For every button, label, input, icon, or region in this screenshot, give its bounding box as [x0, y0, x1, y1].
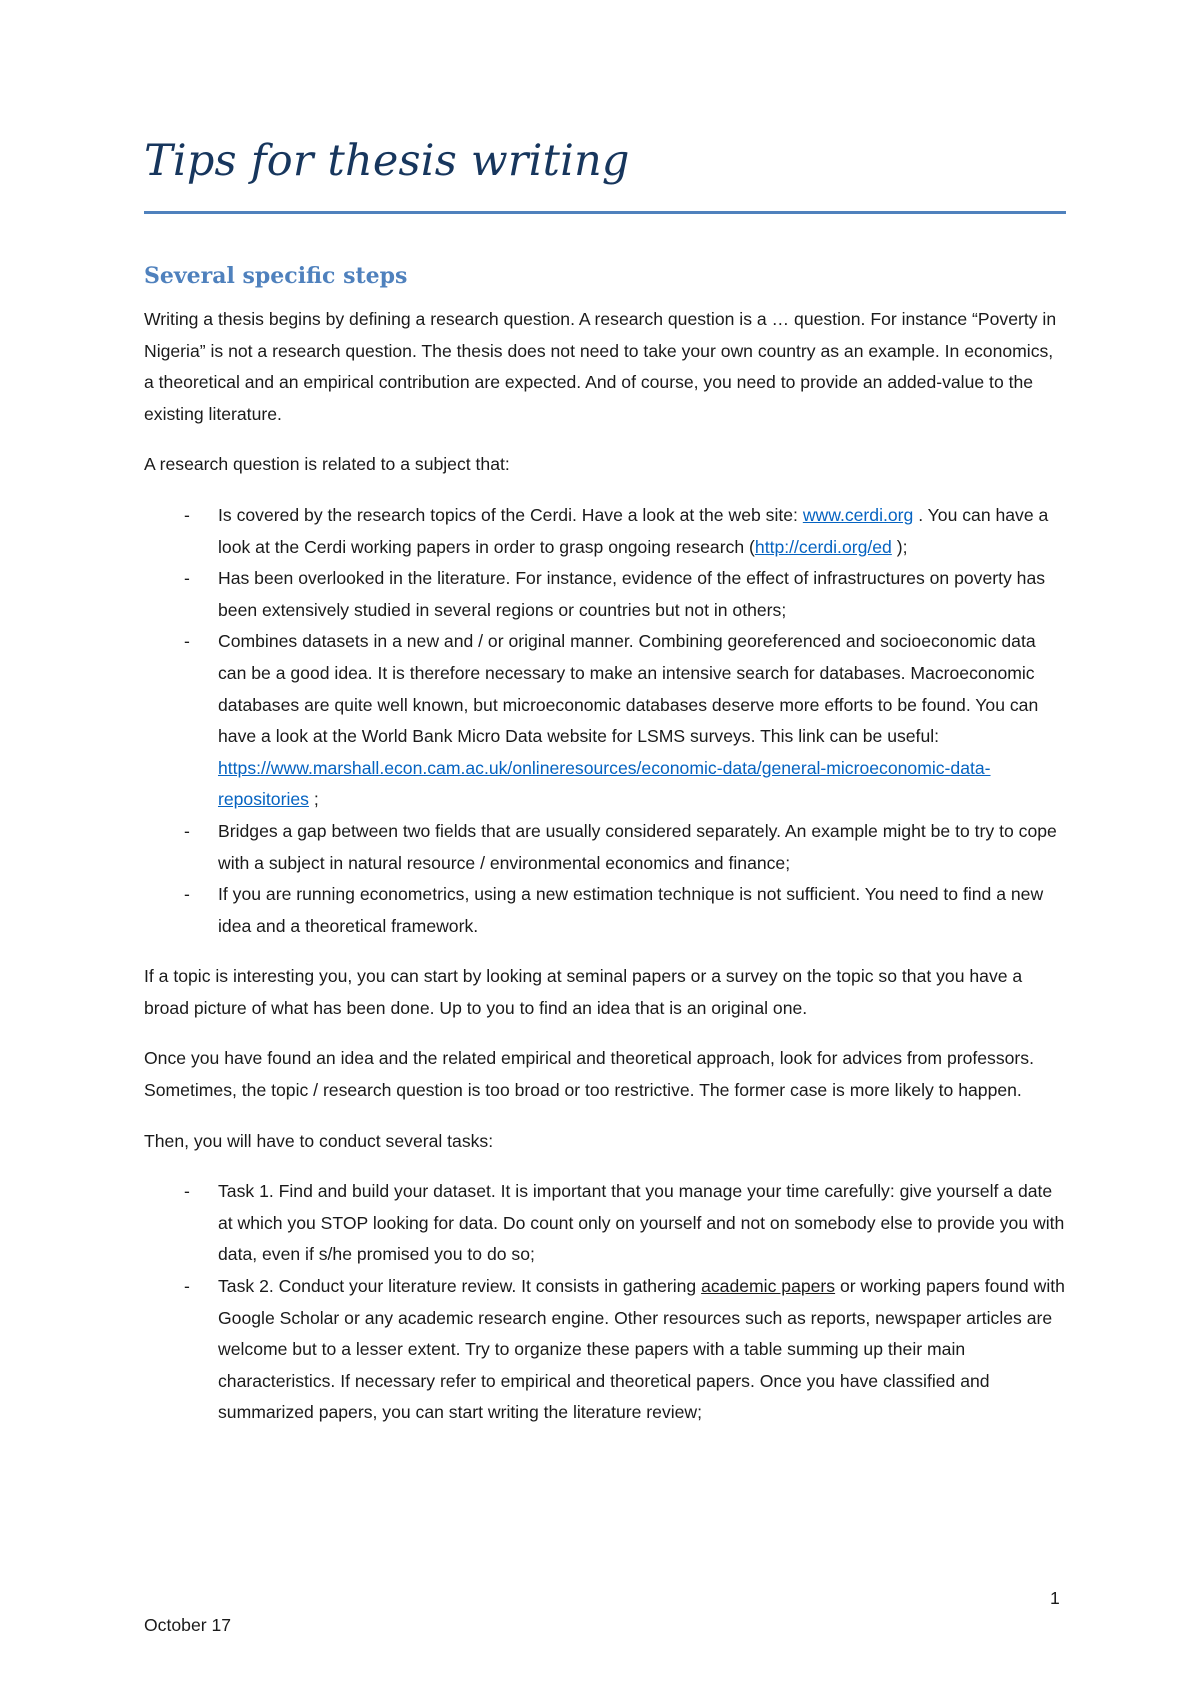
- list-dash: -: [184, 820, 190, 841]
- list-item-text: );: [891, 536, 908, 557]
- list-dash: -: [184, 631, 190, 652]
- list-dash: -: [184, 1276, 190, 1297]
- advice-paragraph: Once you have found an idea and the related empirical and theoretical approach, look for advices from professors. Sometimes, the topic / research question is too broad or too restrictive. The former case is more likely to happen.: [144, 1048, 1034, 1101]
- footer-date: October 17: [144, 1615, 232, 1635]
- list-dash: -: [184, 504, 190, 525]
- list-dash: -: [184, 1181, 190, 1202]
- list-item: [144, 626, 1066, 816]
- list-item: [144, 500, 1066, 563]
- list-item-text: Has been overlooked in the literature. For instance, evidence of the effect of infrastructures on poverty has been extensively studied in several regions or countries but not in others;: [218, 568, 1046, 620]
- list-item-text: Task 1. Find and build your dataset. It is important that you manage your time carefully: give yourself a date at which you STOP looking for data. Do count only on yourself and not on somebody else to provide you with data, even if s/he promised you to do so;: [218, 1181, 1065, 1265]
- document-title: Tips for thesis writing: [144, 136, 630, 186]
- title-underline-rule: [144, 211, 1066, 214]
- cerdi-website-link[interactable]: www.cerdi.org: [802, 504, 914, 525]
- page-number: 1: [1050, 1588, 1060, 1608]
- list-item-text: Bridges a gap between two fields that are usually considered separately. An example might be to try to cope with a subject in natural resource / environmental economics and finance;: [218, 820, 1057, 873]
- document-body: [144, 304, 1066, 1448]
- section-heading: Several specific steps: [144, 263, 408, 289]
- intro-paragraph: Writing a thesis begins by defining a research question. A research question is a … question. For instance “Poverty in Nigeria” is not a research question. The thesis does not need to take your own country as an example. In economics, a theoretical and an empirical contribution are expected. And of course, you need to provide an added-value to the existing literature.: [144, 309, 1057, 424]
- list-item-text: ;: [308, 789, 319, 810]
- list-item: [144, 1271, 1066, 1429]
- tasks-intro-paragraph: Then, you will have to conduct several tasks:: [144, 1130, 494, 1151]
- subject-list: [144, 500, 1066, 942]
- marshall-data-repositories-link[interactable]: https://www.marshall.econ.cam.ac.uk/onlineresources/economic-data/general-microeconomic-data-repositories: [218, 757, 991, 810]
- list-item: [144, 1176, 1066, 1271]
- list-item-text: Combines datasets in a new and / or original manner. Combining georeferenced and socioeconomic data can be a good idea. It is therefore necessary to make an intensive search for databases. Macroeconomic databases are quite well known, but microeconomic databases deserve more efforts to be found. You can have a look at the World Bank Micro Data website for LSMS surveys. This link can be useful:: [218, 631, 1039, 747]
- list-dash: -: [184, 568, 190, 589]
- list-item-text: Task 2. Conduct your literature review. It consists in gathering: [218, 1276, 702, 1297]
- academic-papers-underlined-text: academic papers: [701, 1276, 836, 1297]
- topic-paragraph: If a topic is interesting you, you can start by looking at seminal papers or a survey on the topic so that you have a broad picture of what has been done. Up to you to find an idea that is an original one.: [144, 966, 1023, 1018]
- list-item-text: or working papers found with Google Scholar or any academic research engine. Other resources such as reports, newspaper articles are welcome but to a lesser extent. Try to organize these papers with a table summing up their main characteristics. If necessary refer to empirical and theoretical papers. Once you have classified and summarized papers, you can start writing the literature review;: [218, 1276, 1065, 1423]
- list-item: [144, 816, 1066, 879]
- list-item-text: . You can have a look at the Cerdi working papers in order to grasp ongoing research (: [218, 504, 1049, 557]
- list-item: [144, 879, 1066, 942]
- list-dash: -: [184, 884, 190, 905]
- subject-intro-paragraph: A research question is related to a subject that:: [144, 454, 510, 475]
- list-item-text: If you are running econometrics, using a new estimation technique is not sufficient. You need to find a new idea and a theoretical framework.: [218, 884, 1044, 936]
- list-item: [144, 563, 1066, 626]
- task-list: [144, 1176, 1066, 1429]
- list-item-text: Is covered by the research topics of the Cerdi. Have a look at the web site:: [218, 504, 803, 525]
- cerdi-working-papers-link[interactable]: http://cerdi.org/ed: [754, 536, 892, 557]
